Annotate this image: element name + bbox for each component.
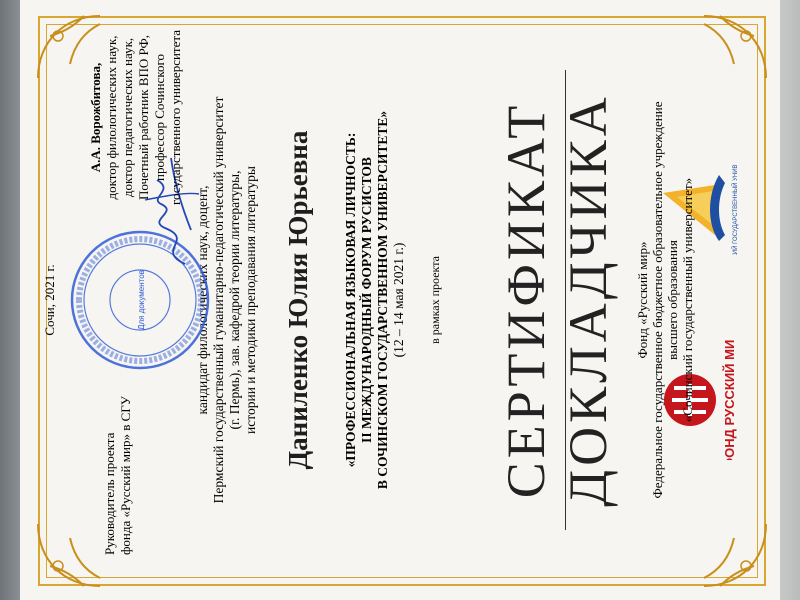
fund-line: «Сочинский государственный университет» — [680, 177, 695, 423]
recipient-name: Даниленко Юлия Юрьевна — [283, 130, 313, 470]
sig-left-line: Руководитель проекта — [102, 432, 117, 555]
signatory-line: государственного университета — [168, 30, 183, 205]
fund-line: Федеральное государственное бюджетное образовательное учреждение — [650, 101, 665, 499]
detail-line: истории и методики преподавания литературы — [243, 166, 258, 434]
certificate-title: СЕРТИФИКАТ ДОКЛАДЧИКА — [496, 93, 618, 507]
signatory-line: Почетный работник ВПО РФ, — [136, 34, 151, 201]
detail-line: кандидат филологических наук, доцент, — [195, 185, 210, 415]
signatory-block — [88, 30, 184, 205]
project-intro: в рамках проекта — [428, 256, 442, 344]
fund-line: Фонд «Русский мир» — [635, 241, 650, 359]
city-year: Сочи, 2021 г. — [42, 264, 57, 336]
certificate-page — [20, 0, 780, 600]
forum-line: II МЕЖДУНАРОДНЫЙ ФОРУМ РУСИСТОВ — [359, 157, 374, 443]
project-leader-label — [102, 375, 134, 555]
forum-line: В СОЧИНСКОМ ГОСУДАРСТВЕННОМ УНИВЕРСИТЕТЕ» — [375, 110, 390, 490]
signatory-name: А.А. Ворожбитова, — [88, 62, 103, 173]
signatory-line: доктор филологических наук, — [104, 35, 119, 200]
signatory-line: доктор педагогических наук, — [120, 37, 135, 198]
forum-line: «ПРОФЕССИОНАЛЬНАЯ ЯЗЫКОВАЯ ЛИЧНОСТЬ: — [343, 132, 358, 468]
detail-line: (г. Пермь), зав. кафедрой теории литературы, — [227, 170, 242, 430]
signatory-line: профессор Сочинского — [152, 54, 167, 181]
fund-line: высшего образования — [665, 240, 680, 360]
logo-right-text: СОЧИНСКИЙ ГОСУДАРСТВЕННЫЙ УНИВЕРСИТЕТ — [733, 165, 739, 255]
detail-line: Пермский государственный гуманитарно-педагогический университет — [211, 96, 226, 504]
sig-left-line: фонда «Русский мир» в СГУ — [118, 396, 133, 555]
organizers-block — [635, 60, 695, 540]
title-divider — [565, 70, 566, 530]
logo-left-text: ФОНД РУССКИЙ МИР — [722, 340, 737, 460]
forum-name — [343, 60, 407, 540]
stamp-center-text: Для документов — [137, 270, 146, 330]
forum-dates: (12 – 14 мая 2021 г.) — [391, 242, 406, 358]
